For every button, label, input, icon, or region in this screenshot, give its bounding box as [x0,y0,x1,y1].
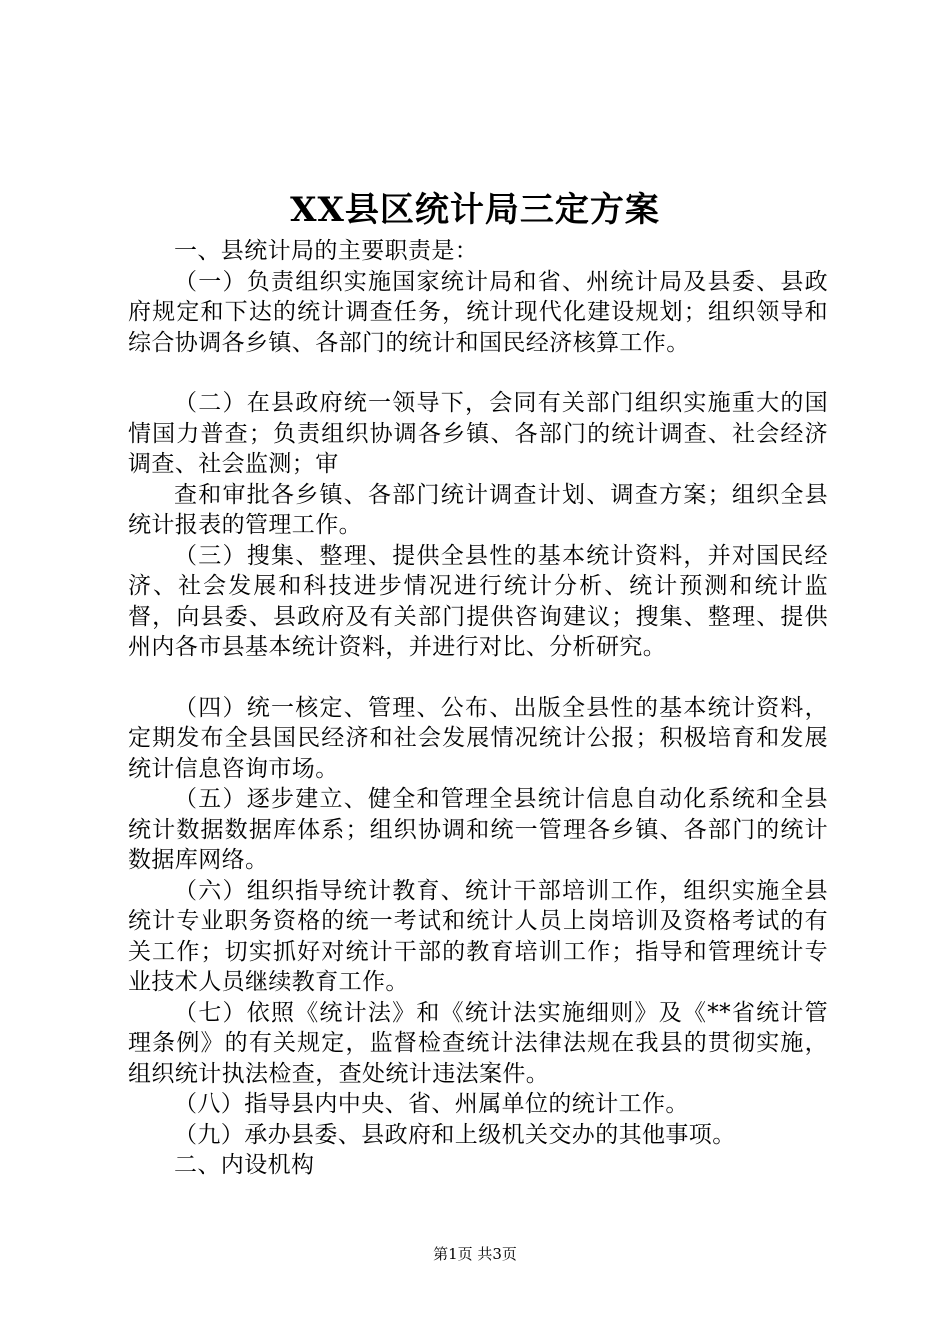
paragraph-item-7: （七）依照《统计法》和《统计法实施细则》及《**省统计管理条例》的有关规定，监督检查统计法律法规在我县的贯彻实施，组织统计执法检查，查处统计违法案件。 [128,999,828,1087]
page-number-footer: 第1页 共3页 [433,1245,517,1263]
paragraph-item-4: （四）统一核定、管理、公布、出版全县性的基本统计资料，定期发布全县国民经济和社会发展情况统计公报；积极培育和发展统计信息咨询市场。 [128,694,828,782]
paragraph-item-6: （六）组织指导统计教育、统计干部培训工作，组织实施全县统计专业职务资格的统一考试和统计人员上岗培训及资格考试的有关工作；切实抓好对统计干部的教育培训工作；指导和管理统计专业技术人员继续教育工作。 [128,877,828,995]
paragraph-item-2-continued: 查和审批各乡镇、各部门统计调查计划、调查方案；组织全县统计报表的管理工作。 [128,481,828,538]
paragraph-item-2: （二）在县政府统一领导下，会同有关部门组织实施重大的国情国力普查；负责组织协调各乡镇、各部门的统计调查、社会经济调查、社会监测；审 [128,390,828,477]
paragraph-item-8: （八）指导县内中央、省、州属单位的统计工作。 [174,1091,689,1117]
document-title: XX县区统计局三定方案 [290,190,660,230]
document-body [128,236,828,1181]
paragraph-item-5: （五）逐步建立、健全和管理全县统计信息自动化系统和全县统计数据数据库体系；组织协调和统一管理各乡镇、各部门的统计数据库网络。 [128,786,828,873]
paragraph-item-3: （三）搜集、整理、提供全县性的基本统计资料，并对国民经济、社会发展和科技进步情况进行统计分析、统计预测和统计监督，向县委、县政府及有关部门提供咨询建议；搜集、整理、提供州内各市县基本统计资料，并进行对比、分析研究。 [128,542,828,660]
paragraph-item-1: （一）负责组织实施国家统计局和省、州统计局及县委、县政府规定和下达的统计调查任务，统计现代化建设规划；组织领导和综合协调各乡镇、各部门的统计和国民经济核算工作。 [128,268,828,356]
section-heading-duties: 一、县统计局的主要职责是： [174,238,479,264]
section-heading-internal-structure: 二、内设机构 [174,1152,315,1178]
paragraph-item-9: （九）承办县委、县政府和上级机关交办的其他事项。 [174,1121,736,1148]
